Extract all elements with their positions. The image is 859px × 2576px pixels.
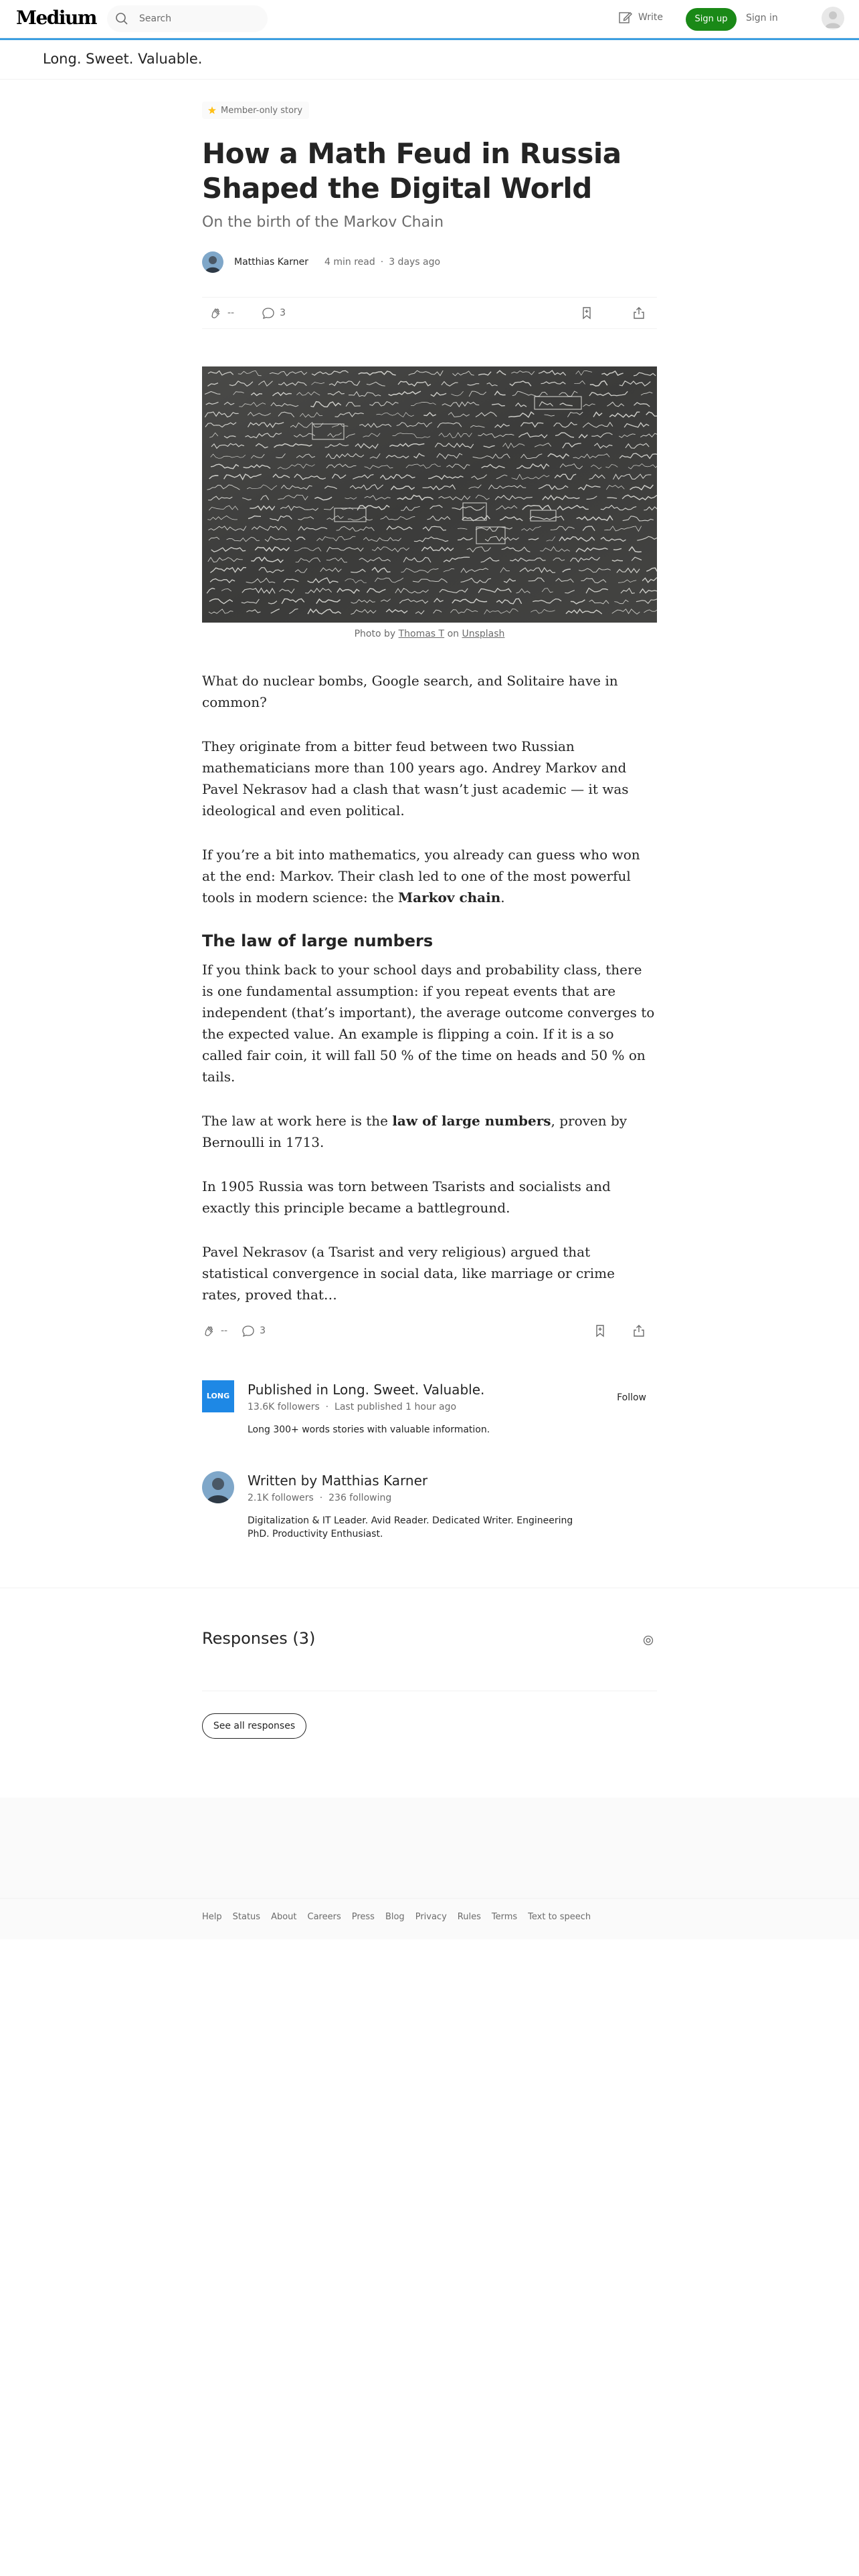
- publication-followers: 13.6K followers: [248, 1402, 320, 1412]
- footer-link-rules[interactable]: Rules: [457, 1912, 481, 1922]
- paragraph-text: If you’re a bit into mathematics, you already can guess who won at the end: Markov. Their clash led to one of the most powerful tools in modern science: the: [202, 847, 640, 905]
- publication-header-bar: [0, 38, 859, 80]
- footer-link-text-to-speech[interactable]: Text to speech: [528, 1912, 591, 1922]
- footer-link-status[interactable]: Status: [232, 1912, 261, 1922]
- responses-button[interactable]: [261, 306, 286, 320]
- bookmark-icon[interactable]: [579, 306, 594, 320]
- clap-count: --: [227, 308, 235, 318]
- responses-button[interactable]: [241, 1323, 266, 1338]
- author-stats: [248, 1493, 391, 1503]
- footer-link-privacy[interactable]: Privacy: [415, 1912, 447, 1922]
- badge-label: Member-only story: [221, 105, 303, 116]
- search-icon: [115, 12, 128, 25]
- stats-separator: ·: [316, 1493, 326, 1503]
- read-time: 4 min read: [324, 257, 375, 267]
- author-heading[interactable]: Written by Matthias Karner: [248, 1473, 428, 1489]
- responses-count: 3: [280, 308, 286, 318]
- author-card-avatar[interactable]: [202, 1471, 234, 1503]
- responses-count: 3: [260, 1325, 266, 1336]
- author-avatar[interactable]: [202, 251, 223, 273]
- section-heading: The law of large numbers: [202, 932, 434, 950]
- author-card: [202, 1471, 657, 1551]
- follow-publication-button[interactable]: Follow: [617, 1392, 646, 1403]
- share-icon[interactable]: [632, 1323, 646, 1338]
- publication-description: Long 300+ words stories with valuable information.: [248, 1424, 490, 1435]
- member-only-badge: [202, 102, 309, 119]
- author-name-link[interactable]: Matthias Karner: [234, 257, 308, 267]
- paragraph: Pavel Nekrasov (a Tsarist and very religious) argued that statistical convergence in social data, like marriage or crime rates, proved that…: [202, 1244, 615, 1303]
- comment-icon: [241, 1323, 256, 1338]
- meta-separator: ·: [380, 257, 384, 267]
- paragraph: [202, 844, 657, 908]
- medium-logo[interactable]: Medium: [16, 7, 97, 29]
- publication-name-link[interactable]: Long. Sweet. Valuable.: [43, 51, 203, 67]
- shield-icon[interactable]: [642, 1634, 654, 1646]
- paragraph: In 1905 Russia was torn between Tsarists and socialists and exactly this principle became a battleground.: [202, 1178, 611, 1216]
- photographer-link[interactable]: Thomas T: [398, 629, 445, 639]
- paragraph: They originate from a bitter feud between two Russian mathematicians more than 100 years ago. Andrey Markov and Pavel Nekrasov had a clash that wasn’t just academic — it was ideological and even political.: [202, 738, 629, 819]
- caption-middle: on: [447, 629, 460, 639]
- article-action-bar-top: [202, 297, 657, 329]
- publication-card: [202, 1380, 657, 1454]
- clap-button[interactable]: [202, 306, 234, 320]
- article-title: How a Math Feud in Russia Shaped the Digital World: [202, 137, 622, 205]
- footer-link-blog[interactable]: Blog: [385, 1912, 405, 1922]
- image-caption: [202, 629, 657, 639]
- write-button[interactable]: [618, 10, 663, 25]
- paragraph: What do nuclear bombs, Google search, and Solitaire have in common?: [202, 673, 618, 710]
- clap-icon: [209, 306, 223, 320]
- publication-stats: [248, 1402, 456, 1412]
- search-placeholder: Search: [139, 13, 172, 24]
- recommendations-area: [0, 1798, 859, 1898]
- footer: [0, 1898, 859, 1939]
- footer-link-help[interactable]: Help: [202, 1912, 222, 1922]
- paragraph-text: .: [500, 889, 505, 905]
- publication-heading[interactable]: Published in Long. Sweet. Valuable.: [248, 1382, 485, 1398]
- hero-image: [202, 366, 657, 623]
- paragraph-text: The law at work here is the: [202, 1113, 393, 1129]
- paragraph: If you think back to your school days and probability class, there is one fundamental assumption: if you repeat events that are independent (that’s important), the average outcome converges to the expected value. An example is flipping a coin. If it is a so called fair coin, it will fall 50 % of the time on heads and 50 % on tails.: [202, 962, 655, 1085]
- search-input[interactable]: [107, 5, 268, 32]
- footer-link-about[interactable]: About: [271, 1912, 297, 1922]
- article-meta: [202, 249, 657, 276]
- caption-prefix: Photo by: [354, 629, 396, 639]
- clap-button[interactable]: [202, 1323, 227, 1338]
- paragraph-text: , proven by Bernoulli in 1713.: [202, 1113, 628, 1150]
- footer-link-terms[interactable]: Terms: [491, 1912, 518, 1922]
- share-icon[interactable]: [632, 306, 646, 320]
- article-action-bar-bottom: [202, 1315, 657, 1347]
- author-followers: 2.1K followers: [248, 1493, 314, 1503]
- bold-term: law of large numbers: [392, 1113, 551, 1129]
- author-following: 236 following: [328, 1493, 392, 1503]
- publish-date: 3 days ago: [389, 257, 441, 267]
- user-avatar-icon[interactable]: [822, 7, 844, 29]
- write-label: Write: [638, 12, 663, 23]
- footer-links: [202, 1912, 591, 1922]
- publication-logo[interactable]: LONG: [202, 1380, 234, 1412]
- author-bio: Digitalization & IT Leader. Avid Reader. Dedicated Writer. Engineering PhD. Productivity Enthusiast.: [248, 1515, 573, 1539]
- top-navigation: [0, 0, 859, 38]
- footer-link-press[interactable]: Press: [351, 1912, 375, 1922]
- article-subtitle: On the birth of the Markov Chain: [202, 214, 444, 231]
- responses-heading: Responses (3): [202, 1629, 316, 1648]
- article-body: [202, 670, 657, 1328]
- unsplash-link[interactable]: Unsplash: [462, 629, 505, 639]
- see-all-responses-button[interactable]: See all responses: [202, 1713, 306, 1739]
- clap-icon: [202, 1323, 217, 1338]
- star-icon: [207, 106, 217, 115]
- stats-separator: ·: [322, 1402, 332, 1412]
- clap-count: --: [221, 1325, 228, 1336]
- bookmark-icon[interactable]: [593, 1323, 607, 1338]
- last-published: Last published 1 hour ago: [335, 1402, 457, 1412]
- comment-icon: [261, 306, 276, 320]
- sign-up-button[interactable]: Sign up: [686, 8, 737, 31]
- paragraph: [202, 1110, 657, 1153]
- write-icon: [618, 10, 633, 25]
- bold-term: Markov chain: [398, 889, 501, 905]
- sign-in-link[interactable]: Sign in: [746, 13, 778, 23]
- footer-link-careers[interactable]: Careers: [307, 1912, 341, 1922]
